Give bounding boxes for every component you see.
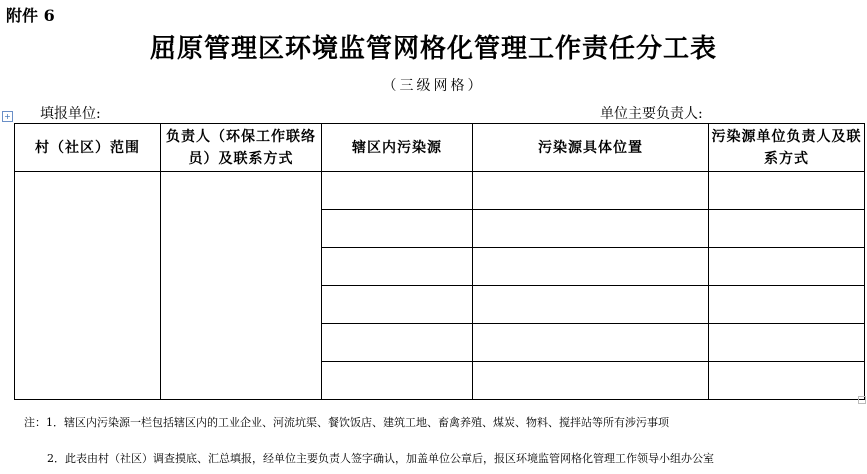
header-contact-person: 负责人（环保工作联络员）及联系方式 [161,124,322,172]
page-subtitle: （三级网格） [382,78,485,94]
cell-village-scope[interactable] [15,172,161,400]
cell-contact-person[interactable] [161,172,322,400]
cell-pollution-source[interactable] [322,286,473,324]
cell-source-location[interactable] [473,362,709,400]
cell-source-location[interactable] [473,248,709,286]
cell-pollution-source[interactable] [322,248,473,286]
table-header-row [15,124,865,172]
cell-pollution-source[interactable] [322,362,473,400]
header-source-owner-contact: 污染源单位负责人及联系方式 [709,124,865,172]
header-pollution-source: 辖区内污染源 [322,124,473,172]
cell-source-owner-contact[interactable] [709,362,865,400]
cell-source-owner-contact[interactable] [709,286,865,324]
cell-source-owner-contact[interactable] [709,248,865,286]
attachment-label: 附件 6 [6,6,55,25]
page-title: 屈原管理区环境监管网格化管理工作责任分工表 [149,34,717,64]
table-row [15,172,865,210]
note-2: 2．此表由村（社区）调查摸底、汇总填报，经单位主要负责人签字确认，加盖单位公章后，报区环境监管网格化管理工作领导小组办公室 [47,452,714,465]
cell-pollution-source[interactable] [322,172,473,210]
header-village-scope: 村（社区）范围 [15,124,161,172]
cell-source-location[interactable] [473,210,709,248]
note-1: 注：1．辖区内污染源一栏包括辖区内的工业企业、河流坑渠、餐饮饭店、建筑工地、畜禽养殖、煤炭、物料、搅拌站等所有涉污事项 [24,416,669,429]
cell-source-location[interactable] [473,172,709,210]
cell-source-owner-contact[interactable] [709,210,865,248]
cell-source-location[interactable] [473,324,709,362]
fill-unit-label: 填报单位: [40,106,101,122]
cell-source-location[interactable] [473,286,709,324]
table-move-handle-icon[interactable]: + [2,111,13,122]
cell-pollution-source[interactable] [322,210,473,248]
table-resize-handle-icon[interactable] [858,396,866,404]
responsibility-table [14,123,865,400]
unit-leader-label: 单位主要负责人: [600,106,703,122]
cell-source-owner-contact[interactable] [709,172,865,210]
cell-pollution-source[interactable] [322,324,473,362]
header-source-location: 污染源具体位置 [473,124,709,172]
cell-source-owner-contact[interactable] [709,324,865,362]
